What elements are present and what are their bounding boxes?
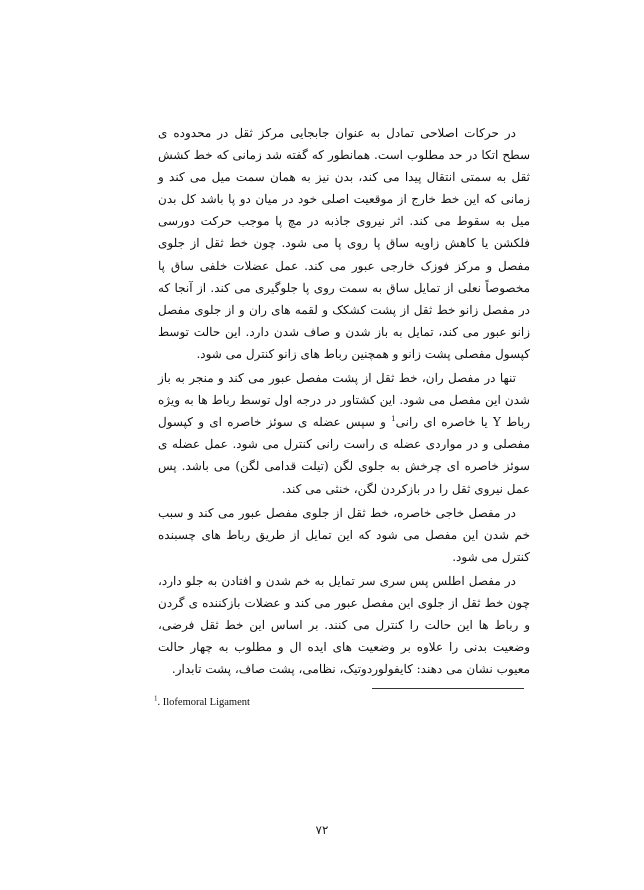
footnote-divider (372, 688, 524, 689)
footnote-number: 1 (154, 694, 158, 703)
page-number: ۷۲ (315, 823, 329, 837)
paragraph-4: در مفصل اطلس پس سری سر تمایل به خم شدن و افتادن به جلو دارد، چون خط ثقل از جلوی این مفصل عبور می کند و عضلات بازکننده ی گردن و رباط ها این حالت را کنترل می کنند. بر اساس این خط ثقل فرضی، وضعیت بدنی را علاوه بر وضعیت های ایده ال و مطلوب به چهار حالت معیوب نشان می دهند: کایفولوردوتیک، نظامی، پشت صاف، پشت تابدار. (158, 573, 530, 677)
paragraph-2-part-1: تنها در مفصل ران، خط ثقل از پشت مفصل عبور می کند و منجر به باز شدن این مفصل می شود. این کشتاور در درجه اول توسط رباط ها به ویژه رباط Y یا خاصره ای رانی (158, 371, 531, 430)
footnote (154, 694, 250, 708)
paragraph-2 (158, 367, 530, 500)
footnote-reference: 1 (391, 415, 396, 424)
document-body (158, 122, 530, 680)
paragraph-2-part-2: و سپس عضله ی سوئز خاصره ای و کپسول مفصلی و در مواردی عضله ی راست رانی کنترل می شود. عمل عضله ی سوئز خاصره ای چرخش به جلوی لگن (تیلت قدامی لگن) می باشد. پس عمل نیروی ثقل را در بازکردن لگن، خنثی می کند. (158, 415, 530, 496)
footnote-text: . Ilofemoral Ligament (157, 697, 250, 708)
paragraph-1: در حرکات اصلاحی تمادل به عنوان جابجایی مرکز ثقل در محدوده ی سطح اتکا در حد مطلوب است. همانطور که گفته شد زمانی که خط کشش ثقل به سمتی انتقال پیدا می کند، بدن نیز به همان سمت میل می کند و زمانی که این خط خارج از موقعیت اصلی خود در میان دو پا باشد کل بدن میل به سقوط می کند. اثر نیروی جاذبه در مچ پا موجب حرکت دورسی فلکشن یا کاهش زاویه ساق پا روی پا می شود. چون خط ثقل از جلوی مفصل و مرکز فوزک خارجی عبور می کند. عمل عضلات خلفی ساق پا مخصوصاً نعلی از تمایل ساق به سمت روی پا جلوگیری می کند. از آنجا که در مفصل زانو خط ثقل از پشت کشکک و لقمه های ران و از جلوی مفصل زانو عبور می کند، تمایل به باز شدن و صاف شدن دارد. این حالت توسط کپسول مفصلی پشت زانو و همچنین رباط های زانو کنترل می شود. (158, 126, 530, 361)
paragraph-3: در مفصل خاجی خاصره، خط ثقل از جلوی مفصل عبور می کند و سبب خم شدن این مفصل می شود که این تمایل از طریق رباط های چسبنده کنترل می شود. (158, 505, 530, 564)
